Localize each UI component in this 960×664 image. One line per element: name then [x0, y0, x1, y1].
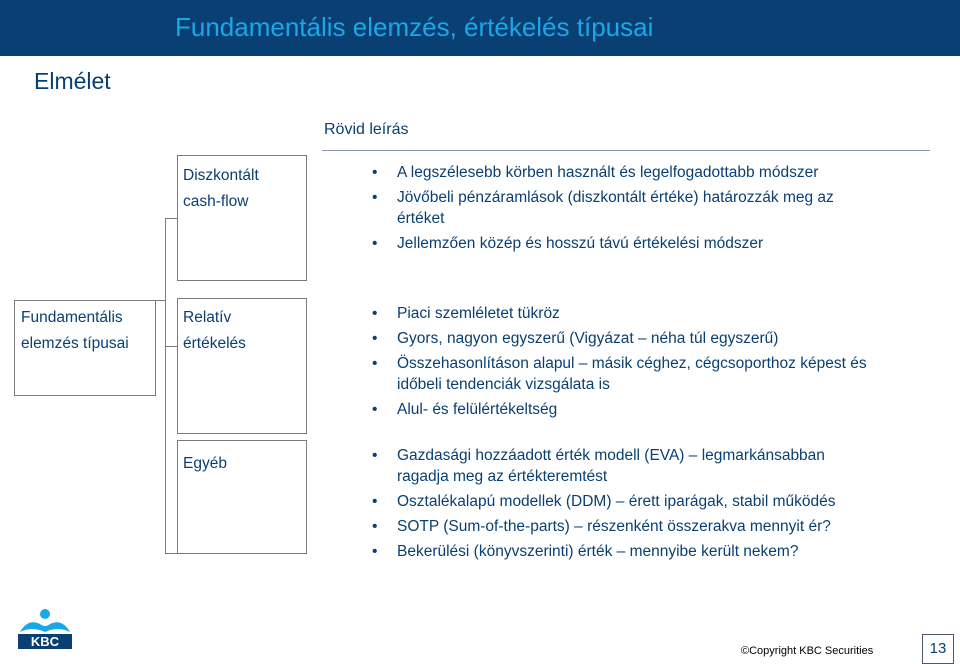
root-label-2: elemzés típusai: [21, 335, 129, 352]
list-item: • Jövőbeli pénzáramlások (diszkontált értéke) határozzák meg az értéket: [372, 187, 932, 229]
page-title: Fundamentális elemzés, értékelés típusai: [175, 12, 654, 42]
list-item: • Alul- és felülértékeltség: [372, 399, 932, 420]
list-item: • Piaci szemléletet tükröz: [372, 303, 932, 324]
list-item: • Osztalékalapú modellek (DDM) – érett iparágak, stabil működés: [372, 491, 932, 512]
category-label: cash-flow: [183, 193, 249, 210]
root-box: [14, 300, 156, 396]
bullet-list-relative: [372, 303, 932, 424]
title-bar: [0, 0, 960, 56]
bullet-list-dcf: [372, 162, 932, 258]
column-header: Rövid leírás: [324, 121, 409, 138]
category-box-dcf: [177, 155, 307, 281]
kbc-logo: [14, 604, 76, 650]
divider: [322, 150, 930, 151]
list-item: • Összehasonlításon alapul – másik céghez, cégcsoporthoz képest és időbeli tendenciák vizsgálata is: [372, 353, 932, 395]
list-item: • SOTP (Sum-of-the-parts) – részenként összerakva mennyit ér?: [372, 516, 932, 537]
connector: [165, 218, 177, 219]
list-item: • Gazdasági hozzáadott érték modell (EVA) – legmarkánsabban ragadja meg az értékteremtést: [372, 445, 932, 487]
page-number: 13: [922, 634, 954, 664]
section-label: Elmélet: [34, 68, 111, 94]
category-label: értékelés: [183, 335, 246, 352]
category-label: Relatív: [183, 309, 232, 326]
category-box-relative: [177, 298, 307, 434]
list-item: • Gyors, nagyon egyszerű (Vigyázat – néha túl egyszerű): [372, 328, 932, 349]
category-box-other: [177, 440, 307, 554]
list-item: • Jellemzően közép és hosszú távú értékelési módszer: [372, 233, 932, 254]
root-label-1: Fundamentális: [21, 309, 123, 326]
category-label: Diszkontált: [183, 167, 259, 184]
connector: [165, 218, 166, 553]
connector: [155, 300, 165, 301]
connector: [165, 346, 177, 347]
bullet-list-other: [372, 445, 932, 566]
category-label: Egyéb: [183, 455, 227, 472]
list-item: • Bekerülési (könyvszerinti) érték – mennyibe került nekem?: [372, 541, 932, 562]
connector: [165, 553, 177, 554]
list-item: • A legszélesebb körben használt és legelfogadottabb módszer: [372, 162, 932, 183]
copyright: ©Copyright KBC Securities: [741, 645, 874, 657]
logo-text: KBC: [30, 634, 60, 649]
